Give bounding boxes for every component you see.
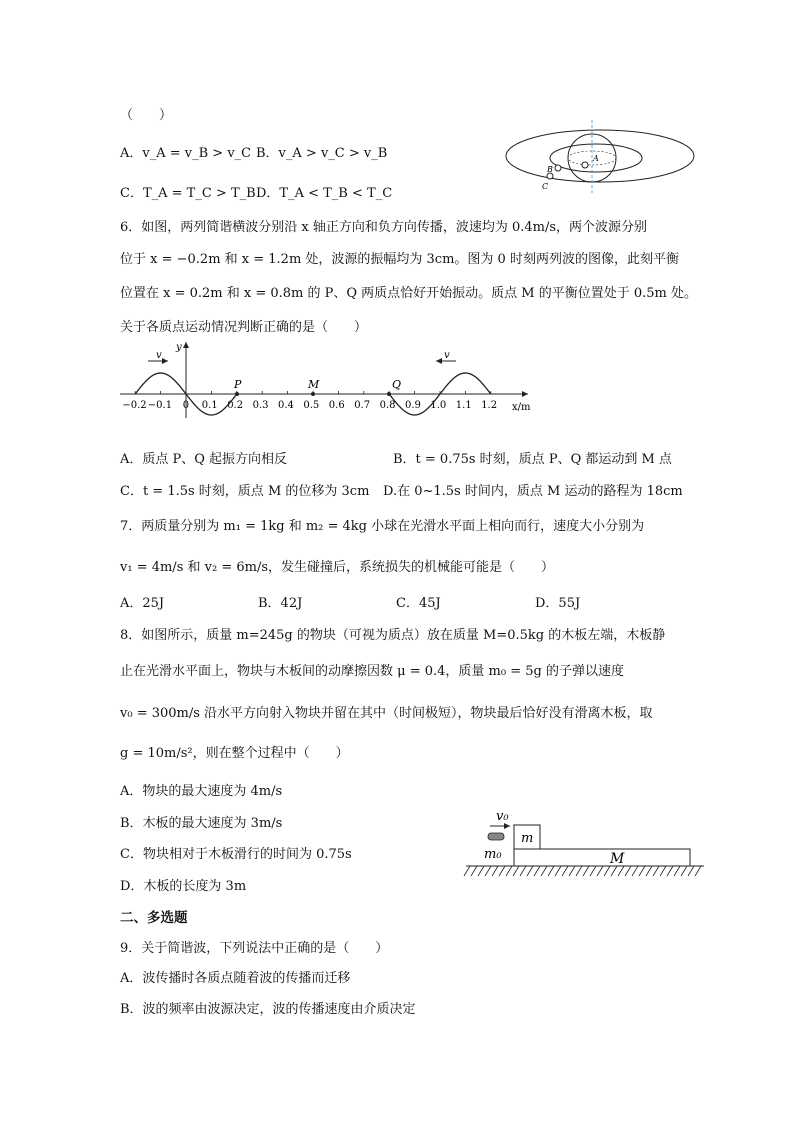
wave-graph	[116, 336, 546, 420]
q8-line-4: g = 10m/s²，则在整个过程中（ ）	[120, 746, 349, 761]
hatch-line	[597, 866, 603, 876]
tick-label: 1.2	[481, 400, 498, 411]
q8-option-c: C．物块相对于木板滑行的时间为 0.75s	[120, 847, 352, 862]
hatch-line	[541, 866, 547, 876]
section-title: 二、多选题	[120, 910, 188, 926]
block-m-label: m	[521, 831, 534, 846]
satellite-b-dot	[555, 165, 561, 171]
point-m	[311, 392, 315, 396]
velocity-label-left: v	[156, 350, 162, 361]
hatch-line	[499, 866, 505, 876]
hatch-line	[548, 866, 554, 876]
q7-option-d: D．55J	[535, 596, 581, 611]
q8-option-a: A．物块的最大速度为 4m/s	[120, 784, 283, 799]
hatch-line	[562, 866, 568, 876]
q7-option-c: C．45J	[396, 596, 441, 611]
tick-label: 0.2	[227, 400, 244, 411]
tick-label: 0.7	[354, 400, 371, 411]
label-a: A	[593, 154, 599, 163]
tick-label: 1.0	[430, 400, 447, 411]
q6-line-1: 6．如图，两列简谐横波分别沿 x 轴正方向和负方向传播，波速均为 0.4m/s，两个波源分别	[120, 220, 648, 235]
hatch-line	[464, 866, 470, 876]
v0-label: v₀	[496, 809, 509, 824]
tick-label: 0.1	[201, 400, 218, 411]
q6-line-3: 位置在 x = 0.2m 和 x = 0.8m 的 P、Q 两质点恰好开始振动。质点 M 的平衡位置处于 0.5m 处。	[120, 286, 698, 301]
tick-label: 0.8	[379, 400, 396, 411]
q8-line-3: v₀ = 300m/s 沿水平方向射入物块并留在其中（时间极短），物块最后恰好没有滑离木板，取	[120, 706, 653, 721]
label-m: M	[308, 378, 320, 391]
q8-line-2: 止在光滑水平面上，物块与木板间的动摩擦因数 μ = 0.4，质量 m₀ = 5g 的子弹以速度	[120, 664, 624, 679]
satellite-a-dot	[582, 162, 588, 168]
q6-line-2: 位于 x = −0.2m 和 x = 1.2m 处，波源的振幅均为 3cm。图为 0 时刻两列波的图像，此刻平衡	[120, 252, 679, 267]
q6-option-a: A．质点 P、Q 起振方向相反	[120, 452, 288, 467]
q7-option-a: A．25J	[120, 596, 165, 611]
hatch-line	[520, 866, 526, 876]
tick-label: 0.3	[252, 400, 269, 411]
tick-label: 0.6	[328, 400, 345, 411]
q9-option-a: A．波传播时各质点随着波的传播而迁移	[120, 971, 351, 986]
hatch-line	[660, 866, 666, 876]
label-p: P	[234, 378, 242, 391]
hatch-line	[681, 866, 687, 876]
q5-option-a: A．v_A = v_B > v_C	[120, 146, 252, 161]
velocity-label-right: v	[444, 350, 450, 361]
hatch-line	[555, 866, 561, 876]
label-c: C	[542, 182, 549, 191]
q7-line-2: v₁ = 4m/s 和 v₂ = 6m/s，发生碰撞后，系统损失的机械能可能是（ ）	[120, 560, 554, 575]
ground-hatching	[464, 866, 701, 876]
label-q: Q	[392, 378, 402, 391]
hatch-line	[646, 866, 652, 876]
hatch-line	[590, 866, 596, 876]
hatch-line	[506, 866, 512, 876]
hatch-line	[513, 866, 519, 876]
hatch-line	[478, 866, 484, 876]
q8-option-b: B．木板的最大速度为 3m/s	[120, 816, 283, 831]
hatch-line	[611, 866, 617, 876]
tick-label: 0	[182, 400, 190, 411]
hatch-line	[527, 866, 533, 876]
hatch-line	[688, 866, 694, 876]
q6-option-d: D.在 0~1.5s 时间内，质点 M 运动的路程为 18cm	[383, 484, 683, 499]
hatch-line	[632, 866, 638, 876]
q5-option-c: C．T_A = T_C > T_B	[120, 186, 256, 201]
q8-line-1: 8．如图所示，质量 m=245g 的物块（可视为质点）放在质量 M=0.5kg 的木板左端，木板静	[120, 628, 666, 643]
hatch-line	[674, 866, 680, 876]
tick-label: −0.1	[147, 400, 173, 411]
hatch-line	[492, 866, 498, 876]
q6-line-4: 关于各质点运动情况判断正确的是（ ）	[120, 320, 368, 335]
block-board-figure	[462, 800, 708, 882]
m0-label: m₀	[484, 847, 502, 862]
hatch-line	[639, 866, 645, 876]
x-axis-label: x/m	[512, 402, 531, 413]
q9-stem: 9．关于简谐波，下列说法中正确的是（ ）	[120, 941, 389, 956]
q5-bracket: （ ）	[120, 108, 173, 123]
q7-option-b: B．42J	[258, 596, 303, 611]
board-M	[514, 849, 690, 866]
q6-option-b: B．t = 0.75s 时刻，质点 P、Q 都运动到 M 点	[393, 452, 672, 467]
hatch-line	[576, 866, 582, 876]
point-p	[235, 392, 239, 396]
tick-label: 0.9	[405, 400, 421, 411]
orbit-figure	[500, 118, 700, 196]
hatch-line	[604, 866, 610, 876]
hatch-line	[583, 866, 589, 876]
hatch-line	[569, 866, 575, 876]
q6-option-c: C．t = 1.5s 时刻，质点 M 的位移为 3cm	[120, 484, 370, 499]
tick-label: 0.4	[278, 400, 294, 411]
y-axis-label: y	[176, 342, 182, 353]
bullet	[488, 833, 504, 840]
hatch-line	[625, 866, 631, 876]
tick-label: 0.5	[303, 400, 320, 411]
q5-option-d: D．T_A < T_B < T_C	[256, 186, 393, 201]
hatch-line	[618, 866, 624, 876]
hatch-line	[653, 866, 659, 876]
hatch-line	[667, 866, 673, 876]
q7-line-1: 7．两质量分别为 m₁ = 1kg 和 m₂ = 4kg 小球在光滑水平面上相向而行，速度大小分别为	[120, 519, 645, 534]
q8-option-d: D．木板的长度为 3m	[120, 879, 247, 894]
tick-label: −0.2	[122, 400, 147, 411]
hatch-line	[534, 866, 540, 876]
hatch-line	[695, 866, 701, 876]
board-M-label: M	[610, 851, 625, 867]
label-b: B	[547, 165, 553, 174]
point-q	[387, 392, 391, 396]
q5-option-b: B．v_A > v_C > v_B	[256, 146, 388, 161]
hatch-line	[471, 866, 477, 876]
hatch-line	[485, 866, 491, 876]
q9-option-b: B．波的频率由波源决定，波的传播速度由介质决定	[120, 1002, 416, 1017]
tick-label: 1.1	[455, 400, 472, 411]
